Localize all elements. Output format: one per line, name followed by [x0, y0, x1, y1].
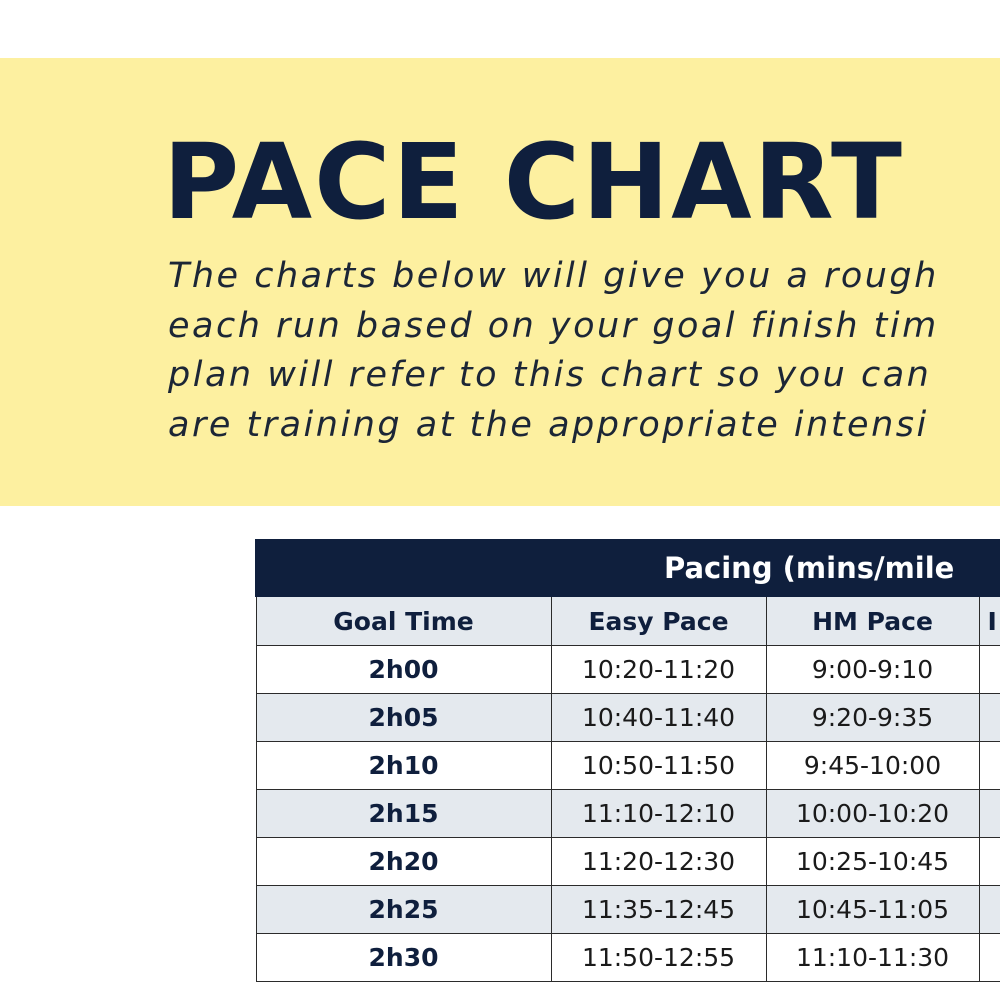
- partial-cell: [979, 742, 1000, 790]
- easy-pace-cell: 10:40-11:40: [551, 694, 766, 742]
- column-header-goal-time: Goal Time: [256, 596, 551, 646]
- pacing-group-header: Pacing (mins/mile: [256, 540, 1000, 596]
- goal-time-cell: 2h05: [256, 694, 551, 742]
- goal-time-cell: 2h00: [256, 646, 551, 694]
- partial-cell: [979, 694, 1000, 742]
- partial-cell: [979, 790, 1000, 838]
- hm-pace-cell: 10:45-11:05: [766, 886, 979, 934]
- partial-cell: [979, 838, 1000, 886]
- hm-pace-cell: 11:10-11:30: [766, 934, 979, 982]
- easy-pace-cell: 11:20-12:30: [551, 838, 766, 886]
- intro-paragraph: [168, 252, 1000, 450]
- goal-time-cell: 2h25: [256, 886, 551, 934]
- table-row: [256, 934, 1000, 982]
- column-header-partial: I: [979, 596, 1000, 646]
- partial-cell: [979, 934, 1000, 982]
- pace-table: [255, 539, 1000, 982]
- partial-cell: [979, 646, 1000, 694]
- easy-pace-cell: 11:10-12:10: [551, 790, 766, 838]
- column-header-hm-pace: HM Pace: [766, 596, 979, 646]
- easy-pace-cell: 10:50-11:50: [551, 742, 766, 790]
- easy-pace-cell: 11:35-12:45: [551, 886, 766, 934]
- table-column-header-row: [256, 596, 1000, 646]
- easy-pace-cell: 10:20-11:20: [551, 646, 766, 694]
- table-row: [256, 838, 1000, 886]
- table-row: [256, 742, 1000, 790]
- table-row: [256, 790, 1000, 838]
- goal-time-cell: 2h30: [256, 934, 551, 982]
- partial-cell: [979, 886, 1000, 934]
- hm-pace-cell: 9:45-10:00: [766, 742, 979, 790]
- column-header-easy-pace: Easy Pace: [551, 596, 766, 646]
- hm-pace-cell: 10:00-10:20: [766, 790, 979, 838]
- hm-pace-cell: 10:25-10:45: [766, 838, 979, 886]
- table-row: [256, 694, 1000, 742]
- goal-time-cell: 2h15: [256, 790, 551, 838]
- table-row: [256, 886, 1000, 934]
- intro-line: The charts below will give you a rough: [168, 256, 939, 296]
- hm-pace-cell: 9:20-9:35: [766, 694, 979, 742]
- goal-time-cell: 2h20: [256, 838, 551, 886]
- table-group-header-row: [256, 540, 1000, 596]
- table-row: [256, 646, 1000, 694]
- intro-line: are training at the appropriate intensi: [168, 404, 929, 445]
- intro-line: each run based on your goal finish tim: [168, 305, 939, 346]
- goal-time-cell: 2h10: [256, 742, 551, 790]
- page-title: PACE CHART: [163, 121, 904, 243]
- pace-table-container: [255, 539, 1000, 982]
- hm-pace-cell: 9:00-9:10: [766, 646, 979, 694]
- easy-pace-cell: 11:50-12:55: [551, 934, 766, 982]
- intro-line: plan will refer to this chart so you can: [168, 355, 932, 395]
